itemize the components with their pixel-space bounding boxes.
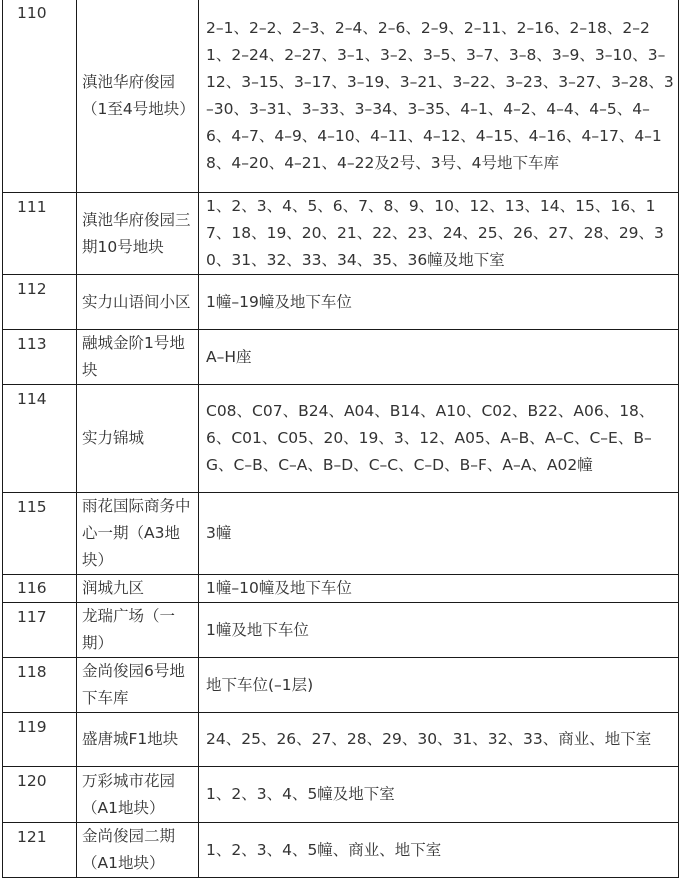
table-row [3,0,679,193]
project-name-cell: 龙瑞广场（一期） [77,603,199,658]
table-row [3,767,679,823]
table-row [3,658,679,713]
building-units-cell: 24、25、26、27、28、29、30、31、32、33、商业、地下室 [199,713,679,767]
row-number-cell [3,713,77,767]
project-name-cell: 万彩城市花园（A1地块） [77,767,199,823]
table-row [3,713,679,767]
table-row [3,493,679,575]
project-name-cell: 滇池华府俊园三期10号地块 [77,193,199,275]
building-units-cell: C08、C07、B24、A04、B14、A10、C02、B22、A06、18、6、C01、C05、20、19、3、12、A05、A–B、A–C、C–E、B–G、C–B、C–A、B–D、C–C、C–D、B–F、A–A、A02幢 [199,385,679,493]
building-units-cell: 1、2、3、4、5幢及地下室 [199,767,679,823]
row-number-cell [3,603,77,658]
row-number-cell [3,493,77,575]
project-name-cell: 金尚俊园二期（A1地块） [77,823,199,878]
row-number: 116 [17,579,47,597]
building-units-cell: 1幢–10幢及地下车位 [199,575,679,603]
table-row [3,385,679,493]
project-name-cell: 雨花国际商务中心一期（A3地块） [77,493,199,575]
project-name-cell: 实力锦城 [77,385,199,493]
building-units-cell: A–H座 [199,330,679,385]
row-number: 115 [17,498,47,516]
row-number: 118 [17,663,47,681]
row-number-cell [3,575,77,603]
project-name-cell: 实力山语间小区 [77,275,199,330]
row-number: 119 [17,718,47,736]
row-number-cell [3,275,77,330]
table-row [3,330,679,385]
row-number: 112 [17,280,47,298]
row-number-cell [3,0,77,193]
building-units-cell: 1、2、3、4、5、6、7、8、9、10、12、13、14、15、16、17、18、19、20、21、22、23、24、25、26、27、28、29、30、31、32、33、34、35、36幢及地下室 [199,193,679,275]
row-number: 114 [17,390,47,408]
building-units-cell: 1、2、3、4、5幢、商业、地下室 [199,823,679,878]
row-number: 120 [17,772,47,790]
project-name-cell: 盛唐城F1地块 [77,713,199,767]
building-units-cell: 1幢及地下车位 [199,603,679,658]
row-number-cell [3,385,77,493]
project-name-cell: 滇池华府俊园（1至4号地块） [77,0,199,193]
table-row [3,275,679,330]
row-number-cell [3,193,77,275]
building-units-cell: 2–1、2–2、2–3、2–4、2–6、2–9、2–11、2–16、2–18、2–21、2–24、2–27、3–1、3–2、3–5、3–7、3–8、3–9、3–10、3–12、3–15、3–17、3–19、3–21、3–22、3–23、3–27、3–28、3–30、3–31、3–33、3–34、3–35、4–1、4–2、4–4、4–5、4–6、4–7、4–9、4–10、4–11、4–12、4–15、4–16、4–17、4–18、4–20、4–21、4–22及2号、3号、4号地下车库 [199,0,679,193]
row-number-cell [3,823,77,878]
row-number: 110 [17,4,47,22]
project-table [2,0,679,878]
project-name-cell: 融城金阶1号地块 [77,330,199,385]
project-name-cell: 金尚俊园6号地下车库 [77,658,199,713]
row-number-cell [3,330,77,385]
table-row [3,823,679,878]
row-number: 113 [17,335,47,353]
building-units-cell: 地下车位(–1层) [199,658,679,713]
table-row [3,603,679,658]
row-number: 121 [17,828,47,846]
row-number: 111 [17,198,47,216]
project-name-cell: 润城九区 [77,575,199,603]
row-number-cell [3,767,77,823]
table-row [3,193,679,275]
row-number: 117 [17,608,47,626]
building-units-cell: 1幢–19幢及地下车位 [199,275,679,330]
row-number-cell [3,658,77,713]
building-units-cell: 3幢 [199,493,679,575]
table-row [3,575,679,603]
